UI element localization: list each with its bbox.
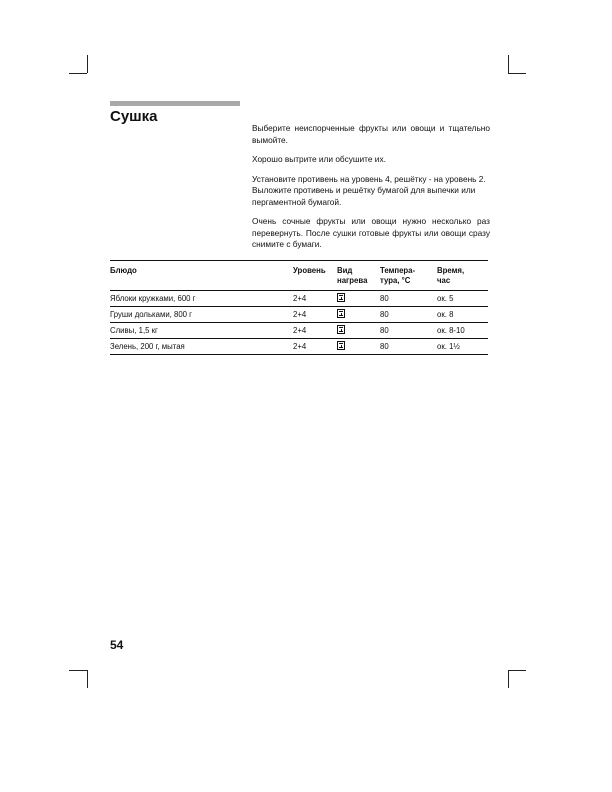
crop-mark-top-left-v — [87, 55, 88, 73]
cell-level: 2+4 — [293, 342, 307, 351]
header-level: Уровень — [293, 266, 326, 275]
section-title-bar — [110, 101, 240, 106]
cell-temperature: 80 — [380, 294, 389, 303]
cell-temperature: 80 — [380, 326, 389, 335]
cell-dish: Груши дольками, 800 г — [110, 310, 193, 319]
header-dish: Блюдо — [110, 266, 137, 275]
header-time — [437, 266, 464, 286]
cell-time: ок. 5 — [437, 294, 454, 303]
table-row — [110, 291, 488, 307]
crop-mark-top-right-h — [508, 73, 526, 74]
cell-dish: Сливы, 1,5 кг — [110, 326, 158, 335]
header-temperature-line1: Темпера- — [380, 266, 416, 275]
header-temperature-line2: тура, °С — [380, 276, 411, 285]
header-time-line2: час — [437, 276, 451, 285]
header-heating — [337, 266, 367, 286]
hot-air-icon — [337, 293, 345, 302]
instructions — [252, 123, 490, 259]
table-row — [110, 307, 488, 323]
hot-air-icon — [337, 341, 345, 350]
table-row — [110, 323, 488, 339]
instruction-1: Выберите неиспорченные фрукты или овощи и тщательно вымойте. — [252, 123, 490, 145]
crop-mark-bottom-right-v — [508, 670, 509, 688]
cell-dish: Зелень, 200 г, мытая — [110, 342, 185, 351]
crop-mark-bottom-left-v — [87, 670, 88, 688]
cell-time: ок. 1½ — [437, 342, 460, 351]
drying-table — [110, 260, 488, 355]
instruction-2: Хорошо вытрите или обсушите их. — [252, 154, 386, 164]
cell-level: 2+4 — [293, 294, 307, 303]
cell-time: ок. 8-10 — [437, 326, 465, 335]
hot-air-icon — [337, 309, 345, 318]
cell-temperature: 80 — [380, 342, 389, 351]
cell-dish: Яблоки кружками, 600 г — [110, 294, 196, 303]
header-heating-line1: Вид — [337, 266, 353, 275]
header-heating-line2: нагрева — [337, 276, 368, 285]
cell-time: ок. 8 — [437, 310, 454, 319]
section-title: Сушка — [110, 108, 158, 125]
page-number: 54 — [110, 638, 124, 652]
cell-level: 2+4 — [293, 326, 307, 335]
instruction-4: Выложите противень и решётку бумагой для выпечки или пергаментной бумагой. — [252, 185, 476, 207]
table-header — [110, 260, 488, 291]
instruction-3: Установите противень на уровень 4, решётку - на уровень 2. — [252, 173, 486, 184]
cell-temperature: 80 — [380, 310, 389, 319]
crop-mark-bottom-left-h — [69, 670, 87, 671]
header-temperature — [380, 266, 415, 286]
instruction-5: Очень сочные фрукты или овощи нужно несколько раз перевернуть. После сушки готовые фрукты или овощи сразу снимите с бумаги. — [252, 216, 490, 249]
crop-mark-top-right-v — [508, 55, 509, 73]
crop-mark-top-left-h — [69, 73, 87, 74]
header-time-line1: Время, — [437, 266, 465, 275]
crop-mark-bottom-right-h — [508, 670, 526, 671]
table-row — [110, 339, 488, 355]
cell-level: 2+4 — [293, 310, 307, 319]
hot-air-icon — [337, 325, 345, 334]
